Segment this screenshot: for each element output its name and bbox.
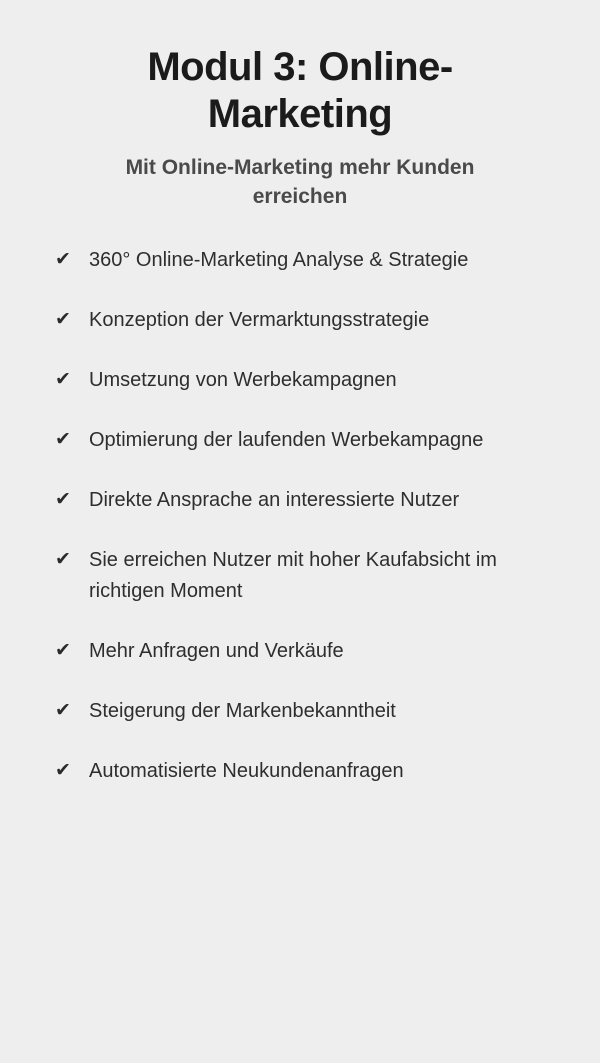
page-subtitle: Mit Online-Marketing mehr Kunden erreichen [125, 156, 475, 208]
check-icon: ✔ [55, 700, 71, 722]
feature-label: 360° Online-Marketing Analyse & Strategie [89, 249, 469, 272]
feature-label: Konzeption der Vermarktungsstrategie [89, 309, 430, 332]
check-icon: ✔ [55, 489, 71, 511]
list-item [55, 696, 545, 727]
check-icon: ✔ [55, 369, 71, 391]
check-icon: ✔ [55, 429, 71, 451]
check-icon: ✔ [55, 249, 71, 271]
list-item [55, 485, 545, 516]
list-item [55, 365, 545, 396]
list-item [55, 756, 545, 787]
list-item [55, 545, 545, 607]
list-item [55, 636, 545, 667]
feature-label: Automatisierte Neukundenanfragen [89, 760, 404, 783]
list-item [55, 305, 545, 336]
check-icon: ✔ [55, 309, 71, 331]
check-icon: ✔ [55, 760, 71, 782]
feature-label: Umsetzung von Werbekampagnen [89, 369, 397, 392]
feature-label: Sie erreichen Nutzer mit hoher Kaufabsicht im richtigen Moment [89, 549, 497, 603]
list-item [55, 425, 545, 456]
check-icon: ✔ [55, 640, 71, 662]
feature-label: Mehr Anfragen und Verkäufe [89, 640, 344, 663]
check-icon: ✔ [55, 549, 71, 571]
feature-list [55, 245, 545, 787]
list-item [55, 245, 545, 276]
feature-label: Optimierung der laufenden Werbekampagne [89, 429, 484, 452]
feature-label: Steigerung der Markenbekanntheit [89, 700, 396, 723]
feature-label: Direkte Ansprache an interessierte Nutzer [89, 489, 460, 512]
page-title: Modul 3: Online-Marketing [147, 45, 453, 137]
